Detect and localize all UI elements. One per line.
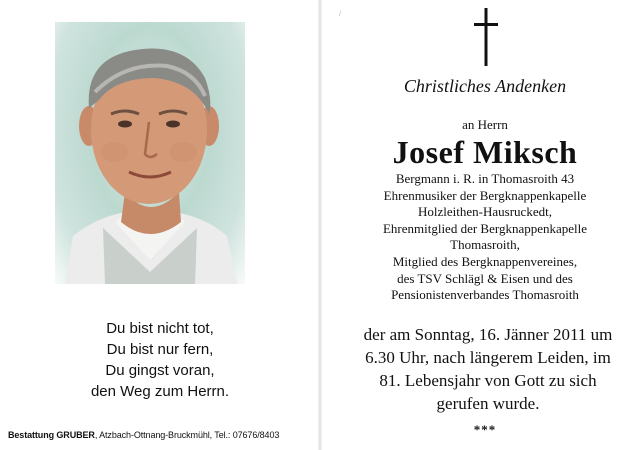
role-line: Bergmann i. R. in Thomasroith 43	[395, 171, 575, 186]
print-speck: /	[339, 9, 342, 18]
death-line: 81. Lebensjahr von Gott zu sich	[379, 371, 597, 390]
intro-text: an Herrn	[462, 117, 508, 132]
poem-line: Du bist nur fern,	[106, 341, 214, 358]
memorial-heading: Christliches Andenken	[403, 76, 567, 96]
roles-list	[330, 171, 640, 304]
role-line: Mitglied des Bergknappenvereines,	[392, 253, 578, 269]
poem-line: Du bist nicht tot,	[106, 320, 214, 337]
undertaker-details: , Atzbach-Ottnang-Bruckmühl, Tel.: 07676/8403	[94, 430, 280, 440]
death-notice	[340, 323, 636, 415]
portrait-photo	[55, 22, 245, 284]
card-fold	[318, 0, 322, 450]
poem-line: den Weg zum Herrn.	[90, 383, 230, 400]
ornament-stars: ***	[473, 422, 497, 437]
role-line: Ehrenmitglied der Bergknappenkapelle	[382, 220, 588, 236]
undertaker-name: Bestattung GRUBER	[8, 430, 95, 440]
role-line: Pensionistenverbandes Thomasroith	[391, 287, 579, 303]
role-line: Ehrenmusiker der Bergknappenkapelle	[383, 187, 587, 203]
undertaker-footer	[8, 430, 308, 440]
deceased-name: Josef Miksch	[392, 134, 578, 170]
latin-cross-icon	[474, 8, 498, 66]
poem-line: Du gingst voran,	[105, 362, 215, 379]
role-line: Holzleithen-Hausruckedt,	[418, 204, 552, 220]
death-line: 6.30 Uhr, nach längerem Leiden, im	[365, 348, 611, 367]
role-line: Thomasroith,	[450, 237, 520, 253]
death-line: gerufen wurde.	[436, 394, 540, 413]
death-line: der am Sonntag, 16. Jänner 2011 um	[363, 325, 613, 344]
role-line: des TSV Schlägl & Eisen und des	[397, 270, 573, 286]
memorial-poem	[60, 318, 260, 402]
